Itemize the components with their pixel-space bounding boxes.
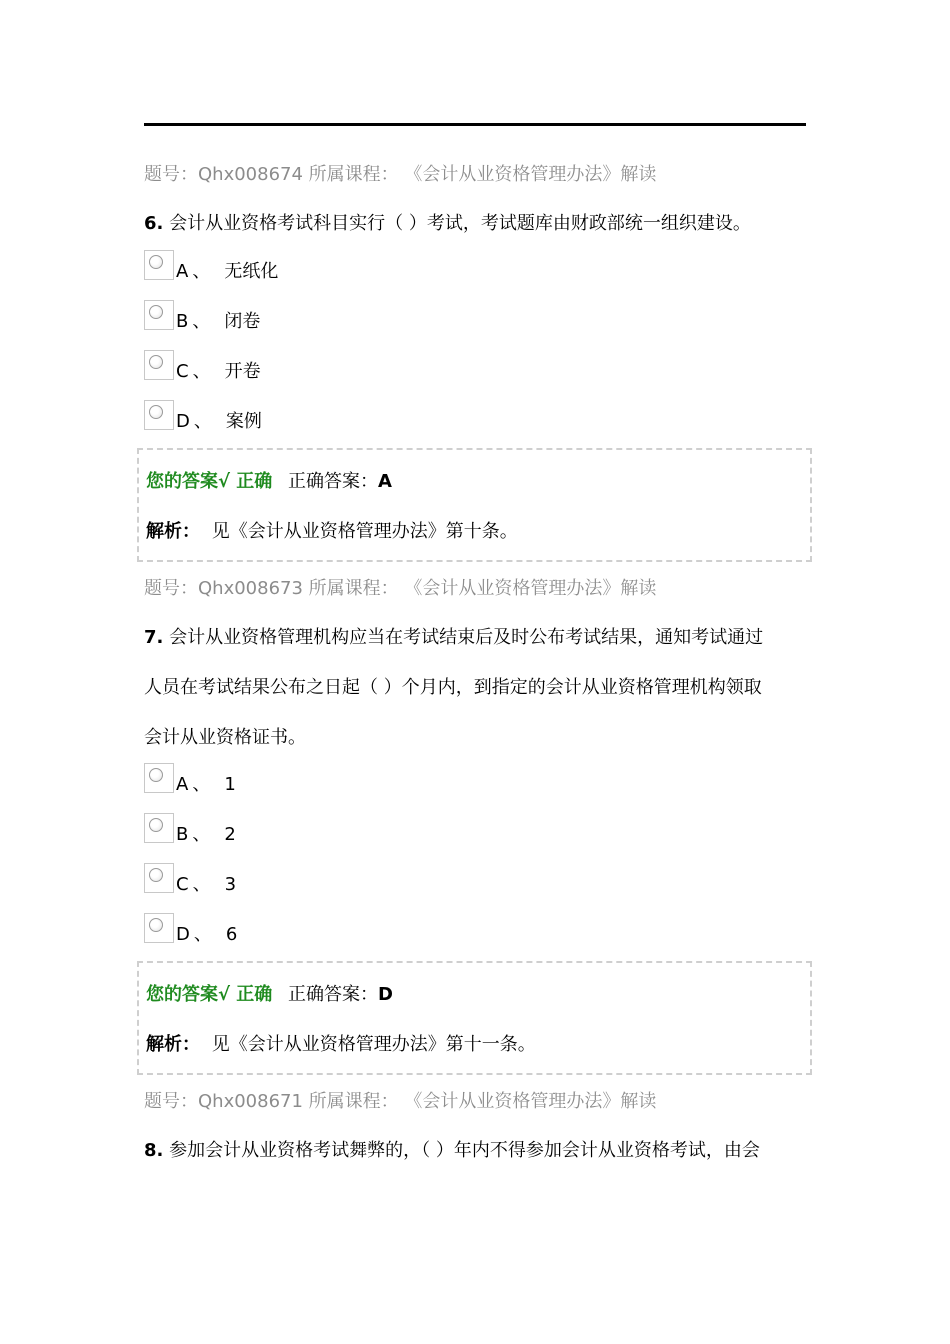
question-line: 人员在考试结果公布之日起（ ）个月内，到指定的会计从业资格管理机构领取 (144, 677, 762, 698)
question-text (144, 1139, 760, 1163)
question-number: 7. (144, 627, 164, 648)
option-c[interactable]: C 、 开卷 (144, 350, 261, 384)
radio-circle-icon (149, 355, 163, 369)
question-text (144, 626, 763, 650)
your-answer-status: 您的答案√ 正确 (146, 984, 273, 1005)
radio-circle-icon (149, 868, 163, 882)
question-line: 会计从业资格考试科目实行（ ）考试，考试题库由财政部统一组织建设。 (169, 213, 751, 234)
radio-button[interactable] (144, 763, 174, 793)
radio-circle-icon (149, 255, 163, 269)
radio-button[interactable] (144, 400, 174, 430)
radio-button[interactable] (144, 350, 174, 380)
option-text: 案例 (225, 411, 262, 432)
answer-result-row (146, 983, 393, 1007)
radio-circle-icon (149, 818, 163, 832)
radio-button[interactable] (144, 863, 174, 893)
answer-result-row (146, 470, 392, 494)
option-text: 闭卷 (224, 311, 261, 332)
question-meta: 题号：Qhx008674 所属课程： 《会计从业资格管理办法》解读 (144, 164, 657, 185)
option-text: 无纸化 (224, 261, 279, 282)
analysis-label: 解析： (146, 1034, 200, 1055)
radio-circle-icon (149, 768, 163, 782)
question-meta: 题号：Qhx008673 所属课程： 《会计从业资格管理办法》解读 (144, 578, 657, 599)
option-d[interactable]: D 、 案例 (144, 400, 262, 434)
option-text: 开卷 (224, 361, 261, 382)
correct-answer-value: A (378, 471, 392, 492)
analysis-label: 解析： (146, 521, 200, 542)
question-line: 会计从业资格证书。 (144, 727, 306, 748)
correct-answer-value: D (378, 984, 393, 1005)
option-a[interactable]: A 、 1 (144, 763, 236, 797)
radio-button[interactable] (144, 813, 174, 843)
analysis-text: 见《会计从业资格管理办法》第十条。 (211, 521, 518, 542)
analysis-row (146, 520, 518, 544)
radio-button[interactable] (144, 300, 174, 330)
question-line: 参加会计从业资格考试舞弊的，（ ）年内不得参加会计从业资格考试，由会 (169, 1140, 760, 1161)
question-meta: 题号：Qhx008671 所属课程： 《会计从业资格管理办法》解读 (144, 1091, 657, 1112)
option-b[interactable]: B 、 闭卷 (144, 300, 260, 334)
question-line: 会计从业资格管理机构应当在考试结束后及时公布考试结果，通知考试通过 (169, 627, 764, 648)
radio-circle-icon (149, 305, 163, 319)
option-d[interactable]: D 、 6 (144, 913, 237, 947)
option-text: 1 (224, 774, 236, 795)
correct-answer-label: 正确答案： (288, 471, 379, 492)
option-b[interactable]: B 、 2 (144, 813, 236, 847)
answer-panel (137, 961, 812, 1075)
option-a[interactable]: A 、 无纸化 (144, 250, 278, 284)
correct-answer-label: 正确答案： (288, 984, 379, 1005)
your-answer-status: 您的答案√ 正确 (146, 471, 273, 492)
top-divider (144, 123, 806, 126)
option-text: 2 (224, 824, 236, 845)
analysis-text: 见《会计从业资格管理办法》第十一条。 (211, 1034, 536, 1055)
option-text: 6 (225, 924, 238, 945)
radio-button[interactable] (144, 913, 174, 943)
question-number: 8. (144, 1140, 164, 1161)
option-c[interactable]: C 、 3 (144, 863, 236, 897)
radio-button[interactable] (144, 250, 174, 280)
analysis-row (146, 1033, 536, 1057)
option-text: 3 (224, 874, 237, 895)
answer-panel (137, 448, 812, 562)
radio-circle-icon (149, 405, 163, 419)
question-text (144, 212, 751, 236)
radio-circle-icon (149, 918, 163, 932)
question-number: 6. (144, 213, 164, 234)
